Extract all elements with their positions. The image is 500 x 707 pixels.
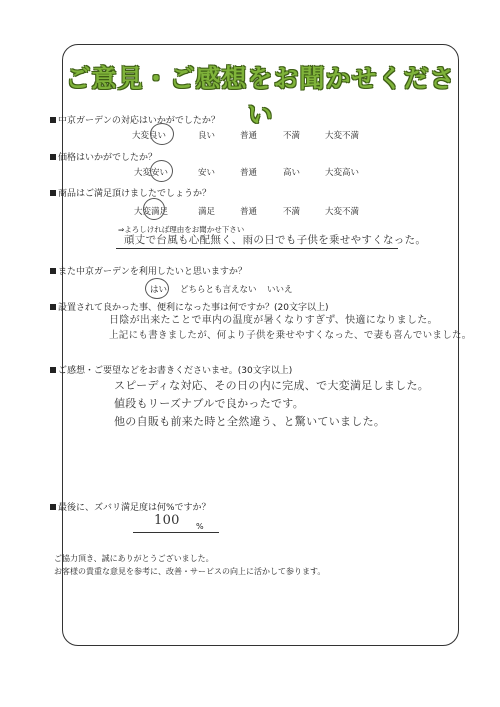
bullet-square-icon [50,268,56,274]
question-1-label: 中京ガーデンの対応はいかがでしたか？ [58,116,220,126]
q3-option-5[interactable]: 大変不満 [325,207,360,217]
q4-selected-circle [145,278,169,299]
q7-answer-line [133,532,219,533]
q4-option-no[interactable]: いいえ [267,285,293,295]
bullet-square-icon [50,367,56,373]
q1-option-1[interactable]: 大変良い [132,131,167,141]
question-6-label: ご感想・ご要望などをお書きくださいませ。(30文字以上) [58,366,293,376]
bullet-square-icon [50,117,56,123]
survey-title: ご意見・ご感想をお聞かせください [65,64,456,129]
bullet-square-icon [50,304,56,310]
q6-answer-line-3[interactable]: 他の自販も前来た時と全然違う、と驚いていました。 [114,415,386,428]
q3-option-1[interactable]: 大変満足 [134,207,169,217]
question-6 [50,363,292,376]
question-1 [50,113,220,126]
q1-selected-circle [150,123,174,145]
q5-answer-line-1[interactable]: 日陰が出来たことで車内の温度が暑くなりすぎず、快適になりました。 [109,315,438,326]
question-2 [50,150,157,163]
q3-option-3[interactable]: 普通 [240,207,258,217]
question-4-label: また中京ガーデンを利用したいと思いますか？ [58,267,247,277]
q1-option-3[interactable]: 普通 [240,131,258,141]
bullet-square-icon [50,504,56,510]
footer-thanks: ご協力頂き、誠にありがとうございました。 [54,554,214,563]
question-4 [50,264,247,277]
q1-option-5[interactable]: 大変不満 [325,131,360,141]
q3-reason-prompt: ⇒よろしければ理由をお聞かせ下さい [118,225,245,234]
q3-option-4[interactable]: 不満 [283,207,301,217]
q3-option-2[interactable]: 満足 [198,207,216,217]
q2-option-2[interactable]: 安い [198,168,216,178]
q2-selected-circle [150,160,173,182]
q3-reason-answer[interactable]: 頑丈で台風も心配無く、雨の日でも子供を乗せやすくなった。 [124,234,427,246]
q7-answer[interactable]: 100 [154,513,180,528]
question-3-label: 商品はご満足頂けましたでしょうか？ [58,189,212,199]
question-5-label: 設置されて良かった事、便利になった事は何ですか？(20文字以上) [58,303,329,313]
q7-unit: % [196,522,204,531]
q6-answer-line-1[interactable]: スピーディな対応、その日の内に完成、で大変満足しました。 [114,379,430,392]
q4-option-neutral[interactable]: どちらとも言えない [180,285,257,295]
bullet-square-icon [50,190,56,196]
q2-option-1[interactable]: 大変安い [134,168,169,178]
question-3 [50,186,211,199]
bullet-square-icon [50,154,56,160]
q2-option-3[interactable]: 普通 [240,168,258,178]
q6-answer-line-2[interactable]: 値段もリーズナブルで良かったです。 [114,397,305,410]
q4-option-yes[interactable]: はい [150,285,168,295]
q3-reason-prompt-text: よろしければ理由をお聞かせ下さい [124,225,245,234]
q1-option-2[interactable]: 良い [198,131,216,141]
q5-answer-line-2[interactable]: 上記にも書きましたが、何より子供を乗せやすくなった、で妻も喜んでいました。 [109,330,472,341]
q1-option-4[interactable]: 不満 [283,131,301,141]
question-7-label: 最後に、ズバリ満足度は何%ですか？ [58,503,211,513]
q2-option-4[interactable]: 高い [283,168,301,178]
footer-message: お客様の貴重な意見を参考に、改善・サービスの向上に活かして参ります。 [54,567,326,576]
question-7 [50,500,211,513]
q3-selected-circle [143,198,165,220]
q2-option-5[interactable]: 大変高い [325,168,360,178]
question-2-label: 価格はいかがでしたか？ [58,153,158,163]
q3-answer-line [116,248,398,249]
